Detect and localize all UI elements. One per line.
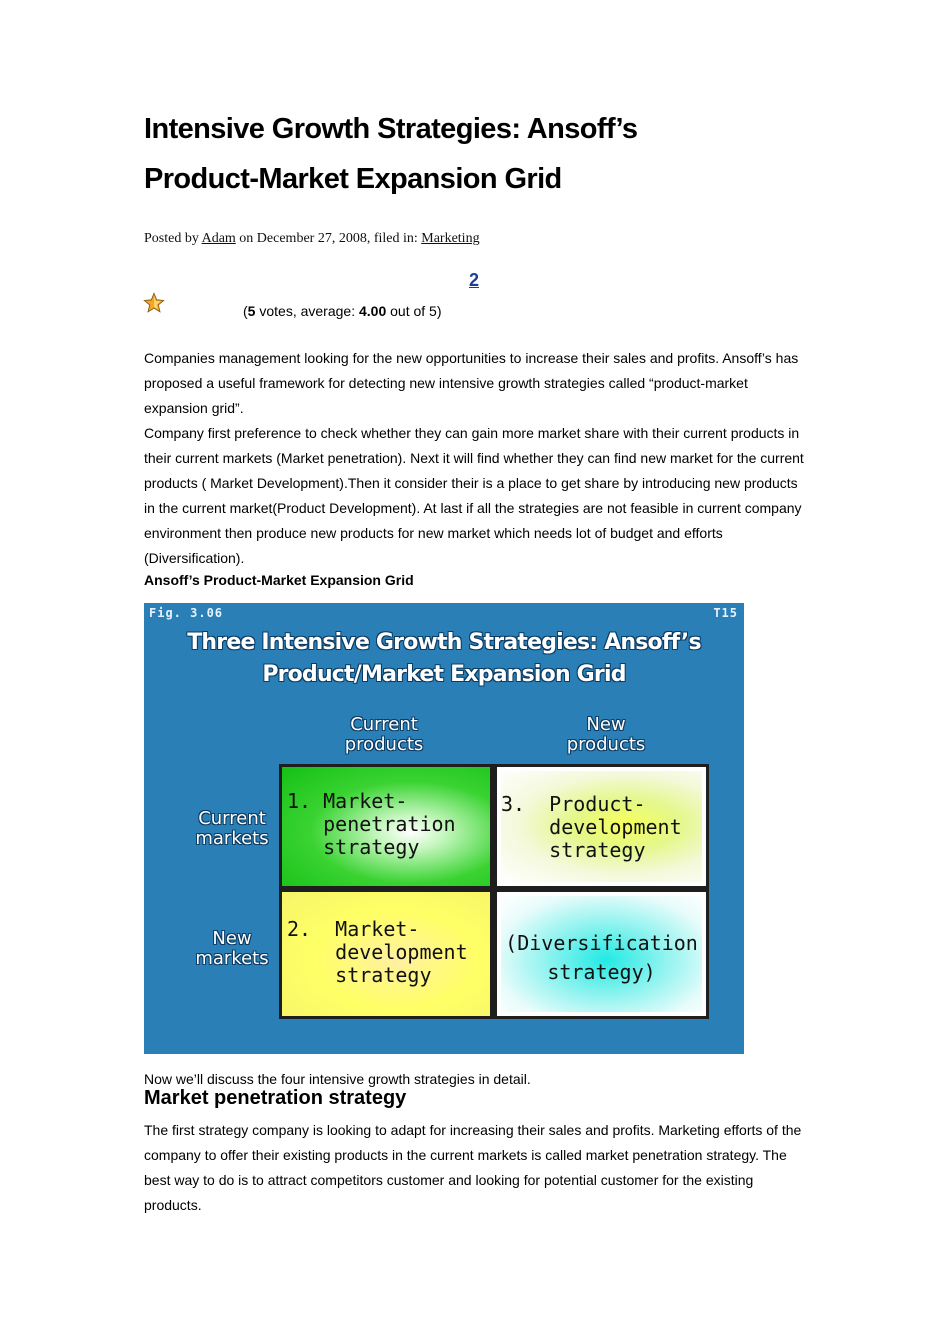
market-penetration-cell: 1. Market- penetration strategy: [282, 767, 490, 886]
section-text: [144, 1118, 810, 1218]
posted-by-label: Posted by: [144, 231, 199, 246]
figure-title: Three Intensive Growth Strategies: Ansoff’s Product/Market Expansion Grid: [187, 630, 701, 687]
row-header-current-markets: Current markets: [195, 808, 269, 849]
figure-code: T15: [713, 606, 738, 620]
title-line-2: Product-Market Expansion Grid: [144, 163, 562, 195]
figure-caption: Ansoff’s Product-Market Expansion Grid: [144, 572, 414, 588]
page-title: [144, 104, 844, 204]
vote-average: 4.00: [358, 303, 387, 319]
intro-paragraph: Companies management looking for the new opportunities to increase their sales and profits. Ansoff’s has proposed a useful framework for detecting new intensive growth strategies called “product-market expansion grid”.: [144, 350, 799, 416]
expansion-grid: [279, 764, 709, 1019]
diversification-cell: (Diversification strategy): [497, 892, 706, 1016]
section-heading: Market penetration strategy: [144, 1087, 407, 1109]
author-link[interactable]: Adam: [201, 231, 236, 246]
post-meta: [144, 231, 480, 247]
vote-count: 5: [247, 303, 256, 319]
transition-text: Now we’ll discuss the four intensive growth strategies in detail.: [144, 1071, 531, 1087]
preference-paragraph: Company first preference to check whether they can gain more market share with their current products in their current markets (Market penetration). Next it will find whether they can find new market for the current products ( Market Development).Then it consider their is a place to get share by introducing new products in the current market(Product Development). At last if all the strategies are not feasible in current company environment then produce new products for new market which needs lot of budget and efforts (Diversification).: [144, 425, 804, 566]
rating-star-icon[interactable]: [143, 292, 165, 314]
post-date: on December 27, 2008, filed in:: [239, 231, 418, 246]
category-link[interactable]: Marketing: [421, 231, 480, 246]
column-header-current-products: Current products: [344, 714, 424, 755]
title-line-1: Intensive Growth Strategies: Ansoff’s: [144, 113, 638, 145]
ansoff-grid-figure: [144, 603, 744, 1054]
section-paragraph: The first strategy company is looking to adapt for increasing their sales and profits. Marketing efforts of the company to offer their existing products in the current markets is called market penetration strategy. The best way to do is to attract competitors customer and looking for potential customer for the existing products.: [144, 1122, 802, 1213]
rating-summary: (5 votes, average: 4.00 out of 5): [243, 303, 442, 319]
page-number-link[interactable]: 2: [469, 270, 480, 290]
intro-text: [144, 346, 810, 571]
column-header-new-products: New products: [566, 714, 646, 755]
market-development-cell: 2. Market- development strategy: [282, 892, 490, 1016]
figure-number: Fig. 3.06: [149, 606, 224, 620]
row-header-new-markets: New markets: [195, 928, 269, 969]
product-development-cell: 3. Product- development strategy: [497, 767, 706, 886]
